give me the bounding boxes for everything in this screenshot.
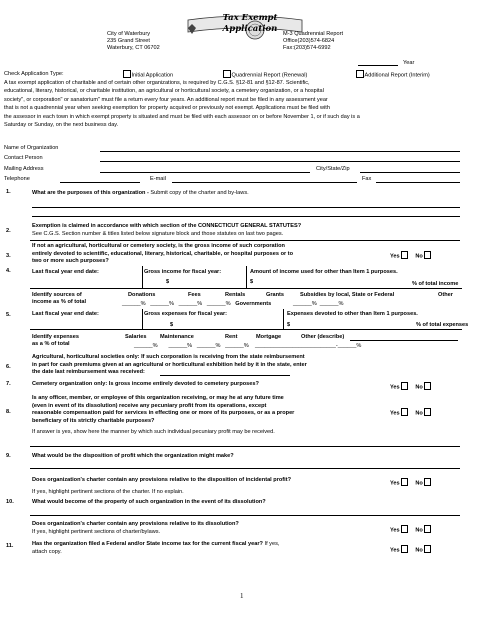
q10-answer: Yes No [390, 478, 432, 487]
q10-text-b: What would become of the property of such organization in the event of its dissolution? [32, 499, 266, 505]
q7-number: 7. [6, 381, 11, 387]
q11-number: 11. [6, 543, 14, 549]
q2-text: Exemption is claimed in accordance with which section of the CONNECTICUT GENERAL STATUTES? [32, 223, 302, 229]
q5-expense-label: Expenses devoted to other than Item 1 purposes. [287, 311, 418, 317]
city-address [107, 31, 160, 52]
q9-line[interactable] [30, 468, 460, 469]
q8-subtext: If answer is yes, show here the manner by which such individual pecuniary profit may be received. [32, 429, 275, 435]
q6-date-field[interactable] [160, 375, 290, 376]
q11-subtext-a: If yes, highlight pertinent sections of charter/bylaws. [32, 529, 161, 535]
q2-subtext: See C.G.S. Section number & titles listed below signature block and those statutes on last two pages. [32, 231, 284, 237]
q5-identify: Identify expenses as a % of total [32, 334, 79, 347]
report-name: M-3 Quadrennial Report [283, 31, 344, 37]
q11-text-a: Does organization's charter contain any provisions relative to its dissolution? [32, 521, 239, 527]
q8-line[interactable] [30, 446, 460, 447]
q3-yes-checkbox[interactable] [401, 251, 409, 259]
q11-subtext-b: attach copy. [32, 549, 62, 555]
q11a-yes-checkbox[interactable] [401, 525, 409, 533]
q3-text: If not an agricultural, horticultural or cemetery society, is the gross income of such corporation entirely devoted to scientific, educational, literary, historical, charitable, or hospital purposes or to two or more such purposes? [32, 243, 293, 264]
year-field[interactable] [358, 65, 398, 66]
q4-pct-total: % of total income [412, 281, 459, 287]
q10-text-a: Does organization's charter contain any provisions relative to the disposition of incidental profit? [32, 477, 291, 483]
q1-number: 1. [6, 189, 11, 195]
email-field[interactable] [172, 182, 357, 183]
q3-no-checkbox[interactable] [424, 251, 432, 259]
q10-number: 10. [6, 499, 14, 505]
option-additional[interactable]: Additional Report (Interim) [355, 70, 430, 79]
q6-number: 6. [6, 364, 11, 370]
email-label: E-mail [150, 176, 166, 182]
fax-number: Fax:(203)574-6992 [283, 44, 331, 51]
q3-answer: Yes No [390, 251, 432, 260]
q1-text: What are the purposes of this organization - Submit copy of the charter and by-laws. [32, 190, 249, 196]
q1-line-2[interactable] [32, 216, 460, 217]
q11-answer-b: Yes No [390, 545, 432, 554]
q11a-no-checkbox[interactable] [424, 525, 432, 533]
q6-text: Agricultural, horticultural societies only: If such corporation is receiving from the state reimbursement in part for cash premiums given at an agricultural or horticultural exhibition held by it in the state, enter the date last reimbursement was received: [32, 354, 307, 375]
q5-cat-salaries: Salaries [125, 334, 147, 340]
q9-text: What would be the disposition of profit which the organization might make? [32, 453, 234, 459]
q8-number: 8. [6, 409, 11, 415]
q3-number: 3. [6, 253, 11, 259]
q2-line[interactable] [30, 240, 460, 241]
q4-amount-label: Amount of income used for other than Item 1 purposes. [250, 269, 398, 275]
q5-cat-rent: Rent [225, 334, 238, 340]
office-phone: Office(203)574-6824 [283, 37, 335, 44]
q5-cat-other: Other (describe) [301, 334, 345, 340]
mailing-label: Mailing Address [4, 166, 44, 172]
city-town: Waterbury, CT 06702 [107, 44, 160, 51]
q11b-yes-checkbox[interactable] [401, 545, 409, 553]
q4-source-rentals: Rentals [225, 292, 246, 298]
option-initial[interactable]: Initial Application [122, 70, 173, 79]
fax-field[interactable] [376, 182, 460, 183]
q7-answer: Yes No [390, 382, 432, 391]
q11-text-b: Has the organization filed a Federal and/or State income tax for the current fiscal year? If yes, [32, 541, 280, 547]
q7-no-checkbox[interactable] [424, 382, 432, 390]
q4-gross-label: Gross income for fiscal year: [144, 269, 222, 275]
org-name-field[interactable] [100, 151, 460, 152]
q5-gross-dollar: $ [170, 322, 174, 328]
q4-source-other: Other [438, 292, 453, 298]
q4-source-grants: Grants [266, 292, 285, 298]
banner-title: Tax Exempt Application [222, 13, 278, 34]
q10-yes-checkbox[interactable] [401, 478, 409, 486]
q11b-no-checkbox[interactable] [424, 545, 432, 553]
city-street: 235 Grand Street [107, 37, 150, 44]
q8-no-checkbox[interactable] [424, 408, 432, 416]
q5-expense-dollar: $ [287, 322, 291, 328]
q5-gross-label: Gross expenses for fiscal year: [144, 311, 228, 317]
city-state-zip-field[interactable] [360, 172, 460, 173]
q4-number: 4. [6, 268, 11, 274]
q5-pct-total: % of total expenses [416, 322, 469, 328]
q10-line[interactable] [30, 515, 460, 516]
seal-emblem-icon [188, 24, 196, 34]
check-type-label: Check Application Type: [4, 71, 64, 77]
q8-text: Is any officer, member, or employee of this organization receiving, or may he at any future time (even in event of its dissolution) receive any pecuniary profit from its operations, except reasonable compensation paid for services in effecting one or more of its purposes, or as a proper beneficiary of its strictly charitable purposes? [32, 395, 295, 424]
q4-percent-row[interactable]: ______% ______% ______% ______% Governments ______% ______% [122, 301, 344, 307]
q5-other-describe-field[interactable] [350, 340, 458, 341]
q5-cat-maintenance: Maintenance [160, 334, 194, 340]
q9-number: 9. [6, 453, 11, 459]
page-number: 1 [240, 592, 244, 600]
option-quadrennial[interactable]: Quadrennial Report (Renewal) [222, 70, 307, 79]
contact-field[interactable] [100, 161, 460, 162]
telephone-field[interactable] [60, 182, 140, 183]
checkbox-initial[interactable] [123, 70, 131, 78]
checkbox-additional[interactable] [356, 70, 364, 78]
q4-source-subsidies: Subsidies by local, State or Federal [300, 292, 395, 298]
q11-answer-a: Yes No [390, 525, 432, 534]
q4-identify: Identify sources of income as % of total [32, 292, 87, 305]
q1-line-1[interactable] [32, 207, 460, 208]
q5-date-label: Last fiscal year end date: [32, 311, 99, 317]
q5-cat-mortgage: Mortgage [256, 334, 282, 340]
q5-number: 5. [6, 312, 11, 318]
q10-no-checkbox[interactable] [424, 478, 432, 486]
checkbox-quadrennial[interactable] [223, 70, 231, 78]
q4-source-fees: Fees [188, 292, 201, 298]
q4-source-donations: Donations [128, 292, 156, 298]
year-label: Year [403, 60, 415, 66]
q7-text: Cemetery organization only: Is gross income entirely devoted to cemetery purposes? [32, 381, 259, 387]
city-state-zip-label: City/State/Zip [316, 166, 350, 172]
intro-paragraph: A tax exempt application of charitable and of certain other organizations, is required by C.G.S. §12-81 and §12-87. Scientific, educational, literary, historical, or charitable institution, an agricultural or horticultural society, a cemetery organization, or a hospital society", or corporation" or sanatorium" must file a return every four years. An additional report must be filed in any assessment year that is not a quadrennial year when seeking exemption for property acquired or previously not exempt. Applications must be filed with the assessor in each town in which exempt property is situated and must be filed with each assessor on or before November 1, or if such day is a Saturday or Sunday, on the next business day. [4, 80, 360, 129]
q7-yes-checkbox[interactable] [401, 382, 409, 390]
contact-label: Contact Person [4, 155, 43, 161]
mailing-field[interactable] [100, 172, 310, 173]
q4-amount-dollar: $ [250, 279, 254, 285]
city-name: City of Waterbury [107, 31, 150, 37]
q8-answer: Yes No [390, 408, 432, 417]
q10-subtext: If yes, highlight pertinent sections of the charter. If no explain. [32, 489, 184, 495]
q4-date-label: Last fiscal year end date: [32, 269, 99, 275]
fax-label: Fax [362, 176, 372, 182]
q5-percent-row[interactable]: ______% ______% ______% ______% __________________________-______% [134, 343, 362, 349]
q8-yes-checkbox[interactable] [401, 408, 409, 416]
org-name-label: Name of Organization [4, 145, 59, 151]
q2-number: 2. [6, 228, 11, 234]
q4-gross-dollar: $ [166, 279, 170, 285]
report-info [283, 31, 343, 52]
telephone-label: Telephone [4, 176, 30, 182]
